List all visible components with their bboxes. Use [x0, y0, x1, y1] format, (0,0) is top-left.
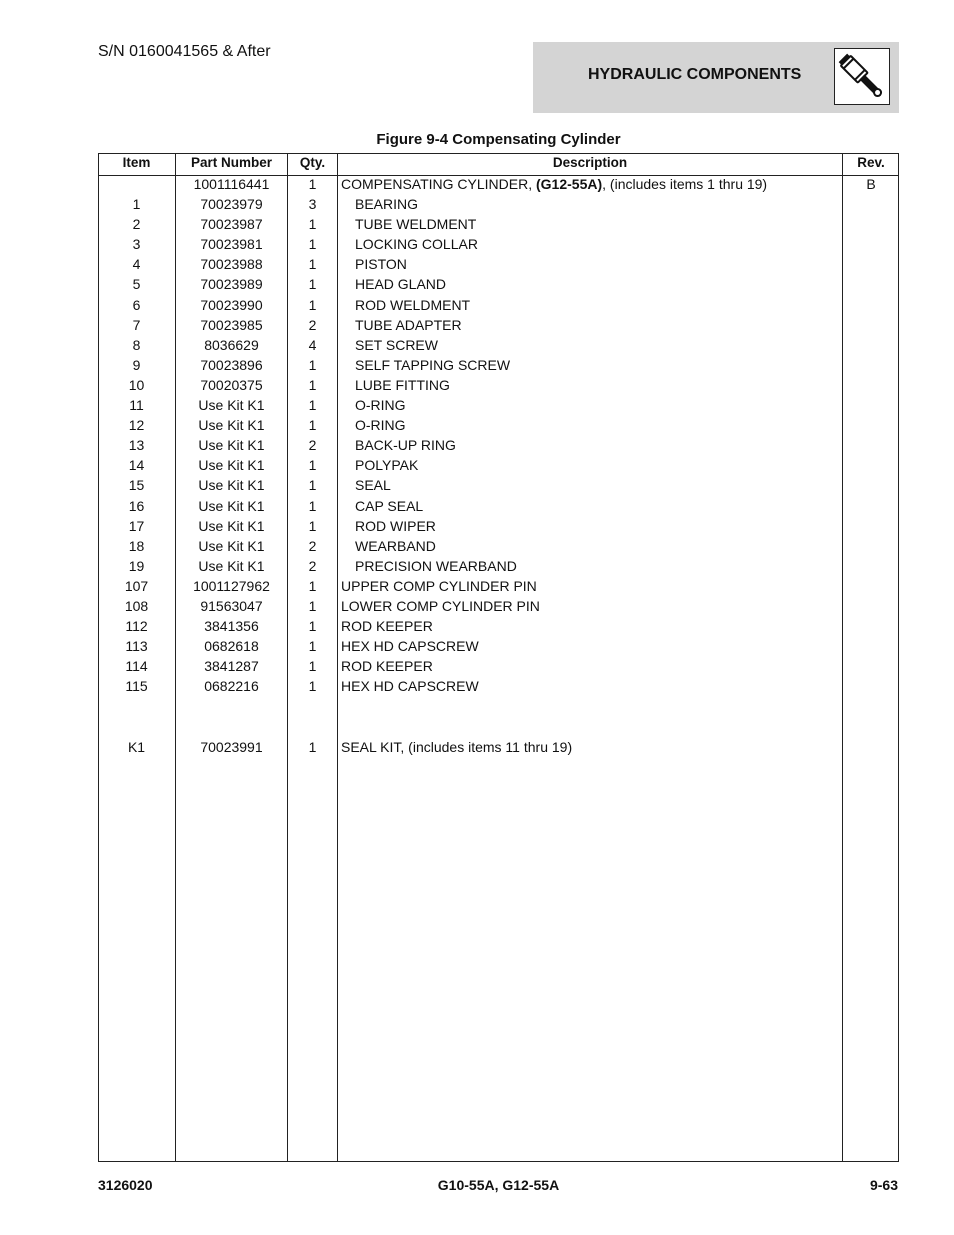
description-text: PRECISION WEARBAND: [355, 557, 517, 574]
quantity: 3: [308, 196, 317, 213]
table-row: [98, 357, 899, 377]
table-row: [98, 578, 899, 598]
part-number: 70023896: [200, 356, 263, 373]
description: [355, 196, 418, 213]
item-number: 10: [128, 376, 145, 393]
part-number: 70023979: [200, 196, 263, 213]
quantity: 1: [308, 497, 317, 514]
description: [355, 297, 470, 314]
document-number: 3126020: [98, 1177, 153, 1193]
description: [341, 638, 479, 655]
table-row: [98, 558, 899, 578]
table-row: [98, 297, 899, 317]
table-row: [98, 698, 899, 718]
quantity: 2: [308, 437, 317, 454]
item-number: 114: [125, 658, 148, 675]
item-number: 2: [132, 216, 141, 233]
item-number: 1: [132, 196, 141, 213]
table-row: [98, 739, 899, 759]
quantity: 1: [308, 658, 317, 675]
description-text: UPPER COMP CYLINDER PIN: [341, 577, 537, 594]
part-number: 70023991: [200, 738, 263, 755]
item-number: 19: [128, 557, 145, 574]
description-text: LUBE FITTING: [355, 376, 450, 393]
table-row: [98, 196, 899, 216]
description-text: POLYPAK: [355, 457, 419, 474]
description: [355, 317, 462, 334]
quantity: 1: [308, 356, 317, 373]
description-text: TUBE WELDMENT: [355, 216, 477, 233]
table-row: [98, 498, 899, 518]
description-text: , (includes items 1 thru 19): [602, 176, 768, 192]
part-number: Use Kit K1: [198, 397, 265, 414]
item-number: 5: [132, 276, 141, 293]
table-row: [98, 518, 899, 538]
part-number: 8036629: [204, 336, 259, 353]
description-text: TUBE ADAPTER: [355, 316, 462, 333]
description: [355, 457, 418, 474]
table-row: [98, 437, 899, 457]
description-text: O-RING: [355, 397, 406, 414]
part-number: 0682216: [204, 678, 259, 695]
part-number: Use Kit K1: [198, 477, 265, 494]
part-number: 3841287: [204, 658, 259, 675]
table-row: [98, 678, 899, 698]
part-number: 1001116441: [193, 176, 270, 192]
part-number: 70023988: [200, 256, 263, 273]
description: [355, 397, 406, 414]
figure-title: Figure 9-4 Compensating Cylinder: [376, 131, 621, 148]
table-row: [98, 276, 899, 296]
description-text: ROD WIPER: [355, 517, 436, 534]
description-text: WEARBAND: [355, 537, 436, 554]
description-text: SET SCREW: [355, 336, 438, 353]
quantity: 4: [308, 336, 317, 353]
hydraulic-cylinder-icon: [834, 48, 890, 105]
description-text: BEARING: [355, 196, 419, 213]
part-number: 70023990: [200, 296, 263, 313]
item-number: 4: [132, 256, 141, 273]
quantity: 1: [308, 517, 317, 534]
quantity: 1: [308, 376, 317, 393]
description: [355, 337, 438, 354]
part-number: 70023985: [200, 316, 263, 333]
item-number: 16: [128, 497, 145, 514]
description-text: HEX HD CAPSCREW: [341, 638, 479, 655]
quantity: 1: [308, 678, 317, 695]
model-tag: (G12-55A): [536, 176, 603, 192]
model-numbers: G10-55A, G12-55A: [437, 1177, 560, 1193]
description: [341, 176, 767, 193]
table-row: [98, 658, 899, 678]
table-row: [98, 377, 899, 397]
part-number: 70023987: [200, 216, 263, 233]
table-row: [98, 538, 899, 558]
table-row: [98, 256, 899, 276]
column-header-rev: Rev.: [857, 155, 885, 170]
description-text: HEX HD CAPSCREW: [341, 678, 479, 695]
item-number: 17: [128, 517, 145, 534]
quantity: 1: [308, 236, 317, 253]
description: [355, 477, 391, 494]
part-number: 70023981: [200, 236, 263, 253]
description: [341, 678, 479, 695]
part-number: 70020375: [200, 376, 263, 393]
description-text: ROD KEEPER: [341, 658, 433, 675]
table-row: [98, 176, 899, 196]
description: [355, 538, 436, 555]
quantity: 2: [308, 557, 317, 574]
revision: B: [866, 176, 876, 192]
quantity: 2: [308, 537, 317, 554]
description: [341, 618, 433, 635]
quantity: 1: [308, 417, 317, 434]
description: [355, 417, 406, 434]
column-header-qty: Qty.: [299, 155, 326, 170]
description: [355, 357, 510, 374]
item-number: 12: [128, 417, 145, 434]
item-number: 11: [129, 397, 144, 414]
table-row: [98, 618, 899, 638]
description: [355, 216, 476, 233]
table-body: [98, 176, 899, 759]
description: [341, 739, 572, 756]
item-number: 115: [125, 678, 148, 695]
description-text: O-RING: [355, 417, 406, 434]
item-number: 8: [132, 336, 141, 353]
part-number: Use Kit K1: [198, 417, 265, 434]
item-number: 15: [128, 477, 145, 494]
item-number: 112: [125, 618, 148, 635]
item-number: 107: [124, 577, 149, 594]
part-number: 91563047: [200, 597, 263, 614]
quantity: 1: [308, 597, 317, 614]
item-number: 7: [132, 316, 141, 333]
description-text: SELF TAPPING SCREW: [355, 356, 511, 373]
description: [355, 377, 450, 394]
description: [341, 578, 537, 595]
page-number: 9-63: [869, 1177, 898, 1193]
description-text: CAP SEAL: [355, 497, 424, 514]
quantity: 1: [308, 618, 317, 635]
description: [355, 437, 456, 454]
item-number: 14: [128, 457, 145, 474]
quantity: 1: [308, 577, 317, 594]
table-row: [98, 719, 899, 739]
section-title: HYDRAULIC COMPONENTS: [588, 66, 802, 83]
description-text: HEAD GLAND: [355, 276, 447, 293]
description-text: ROD WELDMENT: [355, 296, 471, 313]
quantity: 1: [308, 256, 317, 273]
description: [355, 498, 423, 515]
description: [355, 558, 517, 575]
description-text: COMPENSATING CYLINDER,: [341, 176, 536, 192]
section-header: [533, 42, 899, 113]
table-row: [98, 397, 899, 417]
description-text: ROD KEEPER: [341, 618, 433, 635]
item-number: K1: [127, 738, 146, 755]
quantity: 1: [308, 477, 317, 494]
table-row: [98, 457, 899, 477]
quantity: 1: [308, 276, 317, 293]
part-number: Use Kit K1: [198, 517, 265, 534]
part-number: 70023989: [200, 276, 263, 293]
description-text: LOCKING COLLAR: [355, 236, 478, 253]
column-header-item: Item: [122, 155, 151, 170]
part-number: Use Kit K1: [198, 457, 265, 474]
description-text: PISTON: [355, 256, 407, 273]
table-row: [98, 317, 899, 337]
item-number: 13: [128, 437, 145, 454]
table-row: [98, 337, 899, 357]
description-text: SEAL KIT, (includes items 11 thru 19): [341, 738, 573, 755]
description: [355, 256, 407, 273]
item-number: 6: [132, 296, 141, 313]
part-number: Use Kit K1: [198, 497, 265, 514]
item-number: 113: [125, 638, 148, 655]
quantity: 2: [308, 316, 317, 333]
quantity: 1: [308, 296, 317, 313]
part-number: Use Kit K1: [198, 437, 265, 454]
description: [355, 276, 446, 293]
part-number: 0682618: [204, 638, 259, 655]
description: [341, 658, 433, 675]
description: [341, 598, 540, 615]
description: [355, 236, 478, 253]
description-text: LOWER COMP CYLINDER PIN: [341, 597, 540, 614]
part-number: Use Kit K1: [198, 537, 265, 554]
item-number: 9: [132, 356, 141, 373]
table-row: [98, 216, 899, 236]
table-row: [98, 236, 899, 256]
description: [355, 518, 436, 535]
description-text: SEAL: [355, 477, 391, 494]
item-number: 3: [132, 236, 141, 253]
part-number: 1001127962: [193, 577, 270, 594]
quantity: 1: [308, 216, 317, 233]
quantity: 1: [308, 176, 317, 192]
part-number: Use Kit K1: [198, 557, 265, 574]
table-row: [98, 638, 899, 658]
serial-number: S/N 0160041565 & After: [98, 43, 271, 60]
quantity: 1: [308, 457, 317, 474]
quantity: 1: [308, 397, 317, 414]
item-number: 108: [124, 597, 149, 614]
part-number: 3841356: [204, 618, 259, 635]
table-row: [98, 417, 899, 437]
quantity: 1: [308, 738, 317, 755]
column-header-part-number: Part Number: [190, 155, 273, 170]
table-row: [98, 598, 899, 618]
item-number: 18: [128, 537, 145, 554]
description-text: BACK-UP RING: [355, 437, 456, 454]
table-row: [98, 477, 899, 497]
column-header-description: Description: [552, 155, 628, 170]
quantity: 1: [308, 638, 317, 655]
